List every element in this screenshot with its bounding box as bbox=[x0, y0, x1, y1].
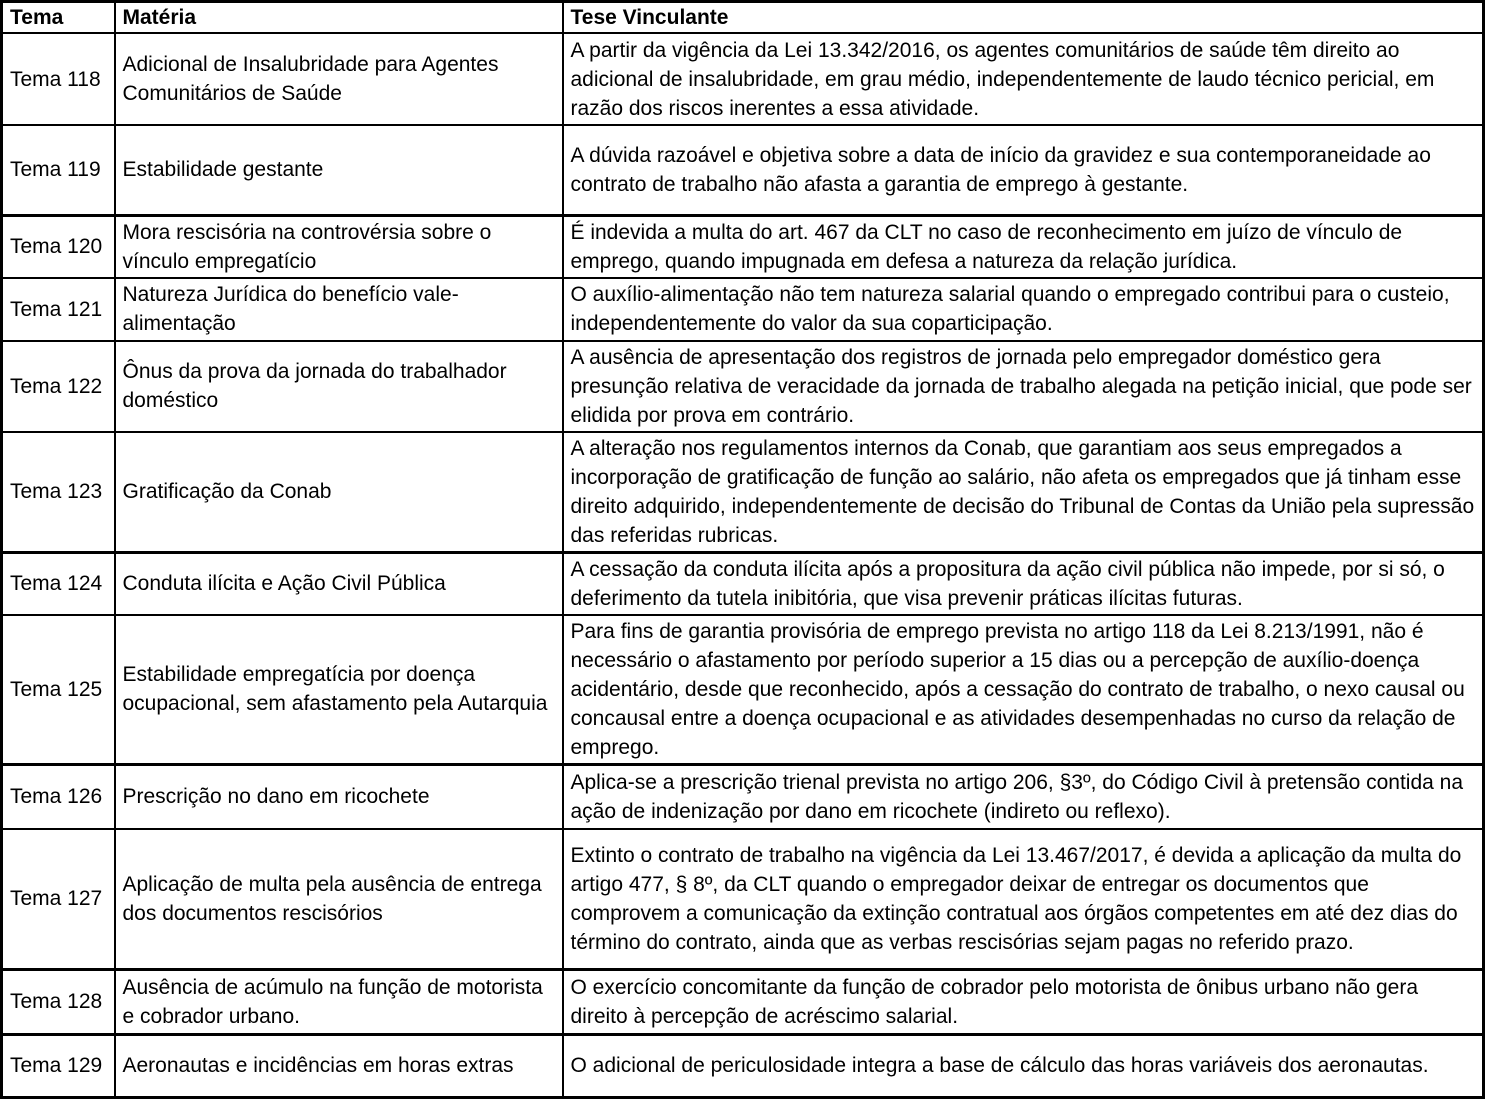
header-cell-materia: Matéria bbox=[115, 2, 563, 34]
table-row bbox=[2, 615, 1484, 765]
cell-tema: Tema 121 bbox=[2, 278, 115, 341]
cell-tese-vinculante: A cessação da conduta ilícita após a propositura da ação civil pública não impede, por si só, o deferimento da tutela inibitória, que visa prevenir práticas ilícitas futuras. bbox=[563, 552, 1484, 615]
cell-tese-vinculante: A alteração nos regulamentos internos da Conab, que garantiam aos seus empregados a incorporação de gratificação de função ao salário, não afeta os empregados que já tinham esse direito adquirido, independentemente de decisão do Tribunal de Contas da União pela supressão das referidas rubricas. bbox=[563, 432, 1484, 553]
cell-materia: Aeronautas e incidências em horas extras bbox=[115, 1034, 563, 1097]
cell-materia: Ausência de acúmulo na função de motorista e cobrador urbano. bbox=[115, 969, 563, 1034]
cell-materia: Natureza Jurídica do benefício vale-alimentação bbox=[115, 278, 563, 341]
cell-tema: Tema 128 bbox=[2, 969, 115, 1034]
table-row bbox=[2, 969, 1484, 1034]
cell-materia: Aplicação de multa pela ausência de entrega dos documentos rescisórios bbox=[115, 829, 563, 969]
table-row bbox=[2, 552, 1484, 615]
table-row bbox=[2, 829, 1484, 969]
cell-tese-vinculante: O adicional de periculosidade integra a base de cálculo das horas variáveis dos aeronautas. bbox=[563, 1034, 1484, 1097]
cell-tema: Tema 123 bbox=[2, 432, 115, 553]
table-row bbox=[2, 215, 1484, 278]
cell-tese-vinculante: A ausência de apresentação dos registros de jornada pelo empregador doméstico gera presunção relativa de veracidade da jornada de trabalho alegada na petição inicial, que pode ser elidida por prova em contrário. bbox=[563, 341, 1484, 432]
header-cell-tema: Tema bbox=[2, 2, 115, 34]
header-row bbox=[2, 2, 1484, 34]
table-body bbox=[2, 33, 1484, 1097]
cell-tese-vinculante: O auxílio-alimentação não tem natureza salarial quando o empregado contribui para o custeio, independentemente do valor da sua coparticipação. bbox=[563, 278, 1484, 341]
cell-tese-vinculante: Para fins de garantia provisória de emprego prevista no artigo 118 da Lei 8.213/1991, não é necessário o afastamento por período superior a 15 dias ou a percepção de auxílio-doença acidentário, desde que reconhecido, após a cessação do contrato de trabalho, o nexo causal ou concausal entre a doença ocupacional e as atividades desempenhadas no curso da relação de emprego. bbox=[563, 615, 1484, 765]
cell-tese-vinculante: A partir da vigência da Lei 13.342/2016, os agentes comunitários de saúde têm direito ao adicional de insalubridade, em grau médio, independentemente de laudo técnico pericial, em razão dos riscos inerentes a essa atividade. bbox=[563, 33, 1484, 125]
cell-tema: Tema 127 bbox=[2, 829, 115, 969]
table-row bbox=[2, 1034, 1484, 1097]
cell-tese-vinculante: O exercício concomitante da função de cobrador pelo motorista de ônibus urbano não gera direito à percepção de acréscimo salarial. bbox=[563, 969, 1484, 1034]
cell-tese-vinculante: É indevida a multa do art. 467 da CLT no caso de reconhecimento em juízo de vínculo de emprego, quando impugnada em defesa a natureza da relação jurídica. bbox=[563, 215, 1484, 278]
cell-tema: Tema 119 bbox=[2, 125, 115, 215]
cell-tema: Tema 122 bbox=[2, 341, 115, 432]
header-cell-tese-vinculante: Tese Vinculante bbox=[563, 2, 1484, 34]
cell-materia: Estabilidade gestante bbox=[115, 125, 563, 215]
cell-tema: Tema 124 bbox=[2, 552, 115, 615]
cell-tese-vinculante: Extinto o contrato de trabalho na vigência da Lei 13.467/2017, é devida a aplicação da multa do artigo 477, § 8º, da CLT quando o empregador deixar de entregar os documentos que comprovem a comunicação da extinção contratual aos órgãos competentes em até dez dias do término do contrato, ainda que as verbas rescisórias sejam pagas no referido prazo. bbox=[563, 829, 1484, 969]
cell-materia: Conduta ilícita e Ação Civil Pública bbox=[115, 552, 563, 615]
cell-tema: Tema 125 bbox=[2, 615, 115, 765]
table-row bbox=[2, 33, 1484, 125]
cell-materia: Ônus da prova da jornada do trabalhador doméstico bbox=[115, 341, 563, 432]
cell-tese-vinculante: A dúvida razoável e objetiva sobre a data de início da gravidez e sua contemporaneidade ao contrato de trabalho não afasta a garantia de emprego à gestante. bbox=[563, 125, 1484, 215]
table-row bbox=[2, 764, 1484, 829]
table-row bbox=[2, 278, 1484, 341]
cell-materia: Adicional de Insalubridade para Agentes Comunitários de Saúde bbox=[115, 33, 563, 125]
cell-materia: Estabilidade empregatícia por doença ocupacional, sem afastamento pela Autarquia bbox=[115, 615, 563, 765]
table-row bbox=[2, 341, 1484, 432]
cell-materia: Mora rescisória na controvérsia sobre o vínculo empregatício bbox=[115, 215, 563, 278]
cell-materia: Gratificação da Conab bbox=[115, 432, 563, 553]
cell-tema: Tema 129 bbox=[2, 1034, 115, 1097]
table-row bbox=[2, 125, 1484, 215]
table-row bbox=[2, 432, 1484, 553]
cell-materia: Prescrição no dano em ricochete bbox=[115, 764, 563, 829]
cell-tema: Tema 118 bbox=[2, 33, 115, 125]
cell-tema: Tema 120 bbox=[2, 215, 115, 278]
cell-tema: Tema 126 bbox=[2, 764, 115, 829]
cell-tese-vinculante: Aplica-se a prescrição trienal prevista no artigo 206, §3º, do Código Civil à pretensão contida na ação de indenização por dano em ricochete (indireto ou reflexo). bbox=[563, 764, 1484, 829]
